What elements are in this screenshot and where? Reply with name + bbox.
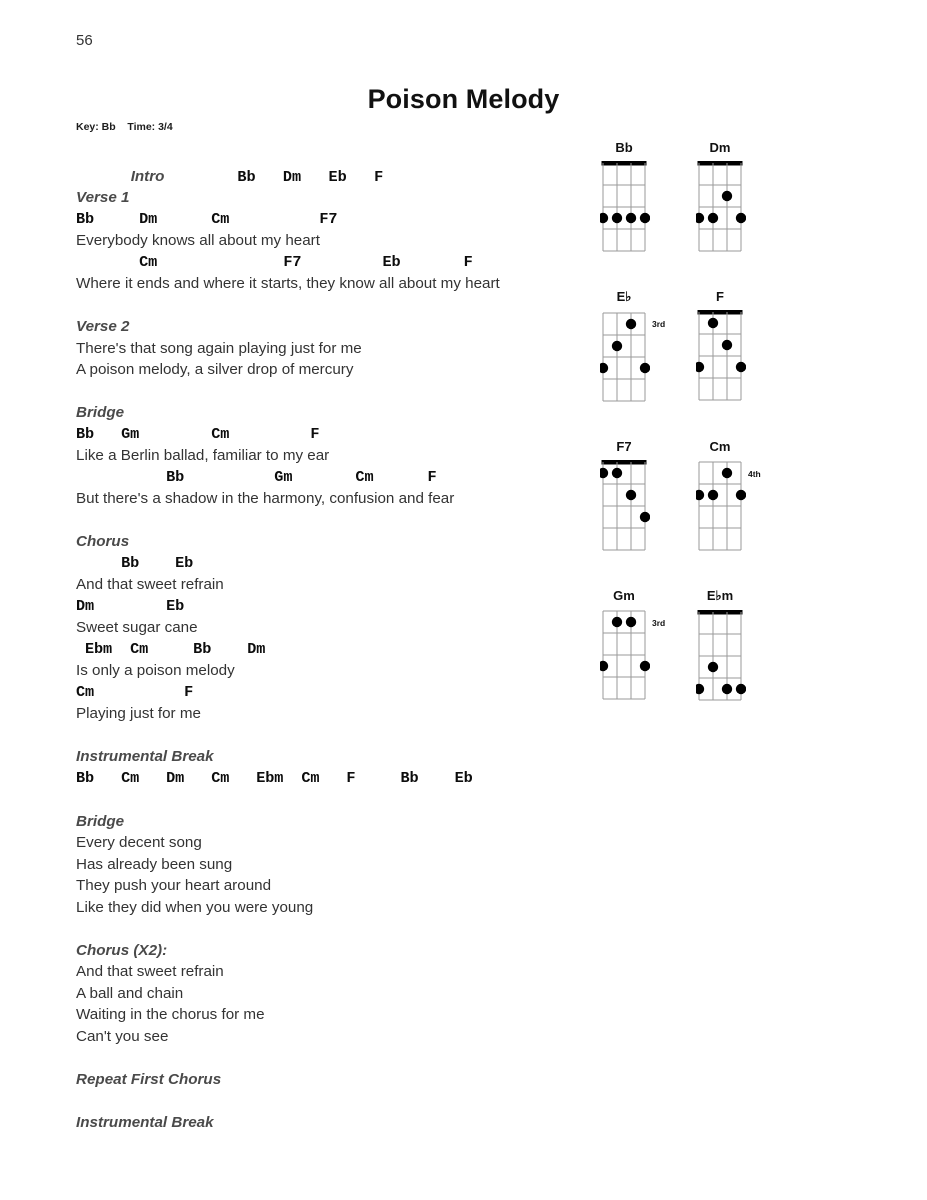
intro-label: Intro (130, 167, 165, 185)
fret-position-label: 3rd (652, 618, 666, 628)
chord-diagram-name: Gm (613, 588, 635, 603)
chord-diagram-row (600, 289, 830, 407)
section-heading: Instrumental Break (76, 748, 214, 765)
section-heading: Instrumental Break (76, 1113, 214, 1131)
lyric-line: Sweet sugar cane (76, 619, 198, 636)
chord-diagram (600, 289, 666, 407)
section-heading: Bridge (76, 812, 125, 830)
chord-diagram (696, 140, 758, 257)
lyric-line: A ball and chain (76, 984, 184, 1002)
lyric-line: A poison melody, a silver drop of mercury (76, 361, 354, 378)
chord-line: Dm Eb (76, 596, 185, 615)
lyric-line: There's that song again playing just for me (76, 339, 362, 357)
section-heading: Repeat First Chorus (76, 1070, 222, 1088)
spacer (76, 789, 596, 811)
chord-diagram-name: E♭m (706, 588, 734, 603)
chord-line: Bb Gm Cm F (76, 424, 320, 443)
chord-diagram-name: Dm (709, 140, 731, 155)
spacer (76, 1133, 596, 1155)
intro-line (76, 144, 596, 186)
chord-diagram-name: F (716, 289, 724, 304)
lyric-line: And that sweet refrain (76, 963, 224, 980)
key-time-meta: Key: Bb Time: 3/4 (76, 121, 173, 133)
section-heading: Verse 1 (76, 189, 130, 206)
section-heading: Chorus (X2): (76, 941, 168, 959)
lyric-line: Playing just for me (76, 705, 201, 722)
page-title: Poison Melody (367, 84, 560, 114)
chord-diagram-row (600, 140, 830, 257)
chord-line: Bb Dm Cm F7 (76, 209, 338, 228)
chord-line: Cm F (76, 682, 194, 701)
lyric-line: Has already been sung (76, 855, 233, 873)
lyric-line: Waiting in the chorus for me (76, 1006, 265, 1023)
lyric-line: Is only a poison melody (76, 662, 235, 679)
intro-gap (164, 168, 237, 186)
spacer (76, 510, 596, 532)
fret-position-label: 3rd (652, 319, 666, 329)
chord-diagram-row (600, 439, 830, 556)
spacer (76, 725, 596, 747)
lyric-line: Where it ends and where it starts, they know all about my heart (76, 275, 500, 292)
lyric-line: But there's a shadow in the harmony, confusion and fear (76, 490, 455, 507)
chord-diagram (600, 140, 662, 257)
sections-host (76, 187, 596, 1155)
lyric-line: Can't you see (76, 1027, 169, 1045)
chord-line: Ebm Cm Bb Dm (76, 639, 266, 658)
intro-chords: Bb Dm Eb F (237, 167, 384, 186)
lyric-line: Every decent song (76, 834, 202, 851)
chord-diagram-column (600, 140, 830, 738)
spacer (76, 1047, 596, 1069)
chord-line: Bb Eb (76, 553, 194, 572)
spacer (76, 1090, 596, 1112)
chord-line: Bb Cm Dm Cm Ebm Cm F Bb Eb (76, 768, 473, 787)
lyric-line: They push your heart around (76, 877, 272, 894)
chord-line: Cm F7 Eb F (76, 252, 473, 271)
section-heading: Chorus (76, 533, 130, 550)
chord-diagram (600, 439, 662, 556)
section-heading: Bridge (76, 404, 125, 421)
chord-diagram-name: E♭ (616, 289, 632, 304)
lyrics-chords-column (76, 144, 596, 1155)
page-number: 56 (76, 32, 93, 49)
chord-diagram-name: Cm (709, 439, 731, 454)
lyric-line: And that sweet refrain (76, 576, 224, 593)
section-heading: Verse 2 (76, 318, 130, 335)
lyric-line: Like they did when you were young (76, 898, 314, 916)
chord-diagram-name: F7 (616, 439, 632, 454)
diagrams-host (600, 140, 830, 706)
chord-line: Bb Gm Cm F (76, 467, 437, 486)
lyric-line: Like a Berlin ballad, familiar to my ear (76, 447, 330, 464)
spacer (76, 918, 596, 940)
chord-diagram (600, 588, 666, 706)
spacer (76, 295, 596, 317)
fret-position-label: 4th (748, 469, 761, 479)
chord-diagram-row (600, 588, 830, 706)
lyric-line: Everybody knows all about my heart (76, 232, 320, 249)
chord-diagram (696, 439, 761, 556)
chord-diagram-name: Bb (615, 140, 633, 155)
chord-diagram (696, 289, 758, 407)
spacer (76, 381, 596, 403)
chord-diagram (696, 588, 758, 706)
